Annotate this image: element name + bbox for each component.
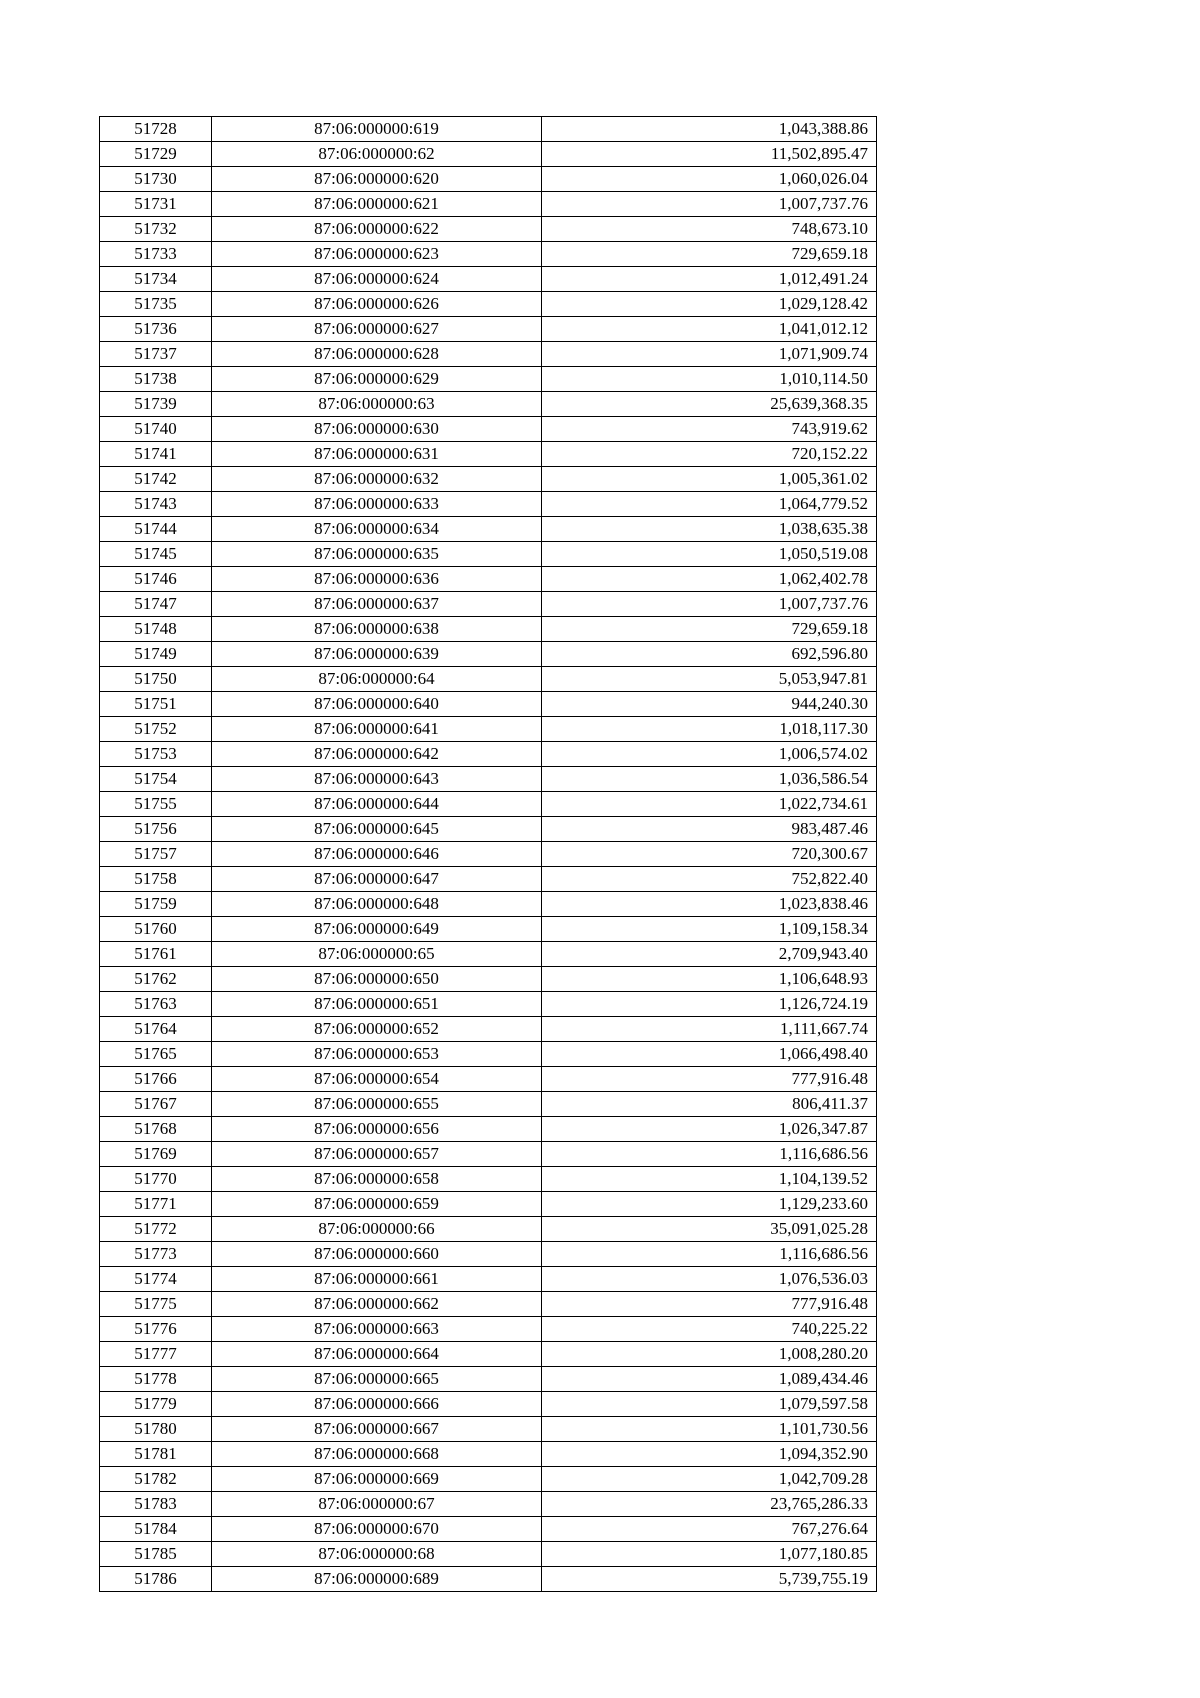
cadastral-number-cell: 87:06:000000:632	[212, 467, 542, 492]
table-row	[100, 1392, 877, 1417]
cadastral-number-cell: 87:06:000000:662	[212, 1292, 542, 1317]
cadastral-number-cell: 87:06:000000:640	[212, 692, 542, 717]
table-row	[100, 592, 877, 617]
row-number-cell: 51757	[100, 842, 212, 867]
row-number-cell: 51756	[100, 817, 212, 842]
row-number-cell: 51773	[100, 1242, 212, 1267]
cadastral-number-cell: 87:06:000000:627	[212, 317, 542, 342]
cadastral-number-cell: 87:06:000000:635	[212, 542, 542, 567]
row-number-cell: 51735	[100, 292, 212, 317]
value-cell: 720,152.22	[542, 442, 877, 467]
table-row	[100, 1492, 877, 1517]
row-number-cell: 51775	[100, 1292, 212, 1317]
table-row	[100, 292, 877, 317]
table-row	[100, 1242, 877, 1267]
row-number-cell: 51759	[100, 892, 212, 917]
row-number-cell: 51766	[100, 1067, 212, 1092]
row-number-cell: 51786	[100, 1567, 212, 1592]
value-cell: 983,487.46	[542, 817, 877, 842]
row-number-cell: 51737	[100, 342, 212, 367]
cadastral-number-cell: 87:06:000000:651	[212, 992, 542, 1017]
value-cell: 1,129,233.60	[542, 1192, 877, 1217]
table-row	[100, 867, 877, 892]
table-row	[100, 417, 877, 442]
row-number-cell: 51731	[100, 192, 212, 217]
cadastral-number-cell: 87:06:000000:622	[212, 217, 542, 242]
row-number-cell: 51730	[100, 167, 212, 192]
row-number-cell: 51732	[100, 217, 212, 242]
table-row	[100, 1017, 877, 1042]
row-number-cell: 51729	[100, 142, 212, 167]
row-number-cell: 51779	[100, 1392, 212, 1417]
data-table	[99, 116, 877, 1592]
table-row	[100, 1467, 877, 1492]
cadastral-number-cell: 87:06:000000:667	[212, 1417, 542, 1442]
table-row	[100, 767, 877, 792]
value-cell: 23,765,286.33	[542, 1492, 877, 1517]
table-row	[100, 967, 877, 992]
row-number-cell: 51763	[100, 992, 212, 1017]
cadastral-number-cell: 87:06:000000:658	[212, 1167, 542, 1192]
cadastral-number-cell: 87:06:000000:624	[212, 267, 542, 292]
table-row	[100, 1367, 877, 1392]
cadastral-number-cell: 87:06:000000:63	[212, 392, 542, 417]
table-row	[100, 192, 877, 217]
row-number-cell: 51736	[100, 317, 212, 342]
table-row	[100, 217, 877, 242]
table-row	[100, 1342, 877, 1367]
value-cell: 1,050,519.08	[542, 542, 877, 567]
table-row	[100, 367, 877, 392]
row-number-cell: 51744	[100, 517, 212, 542]
cadastral-number-cell: 87:06:000000:666	[212, 1392, 542, 1417]
table-row	[100, 1417, 877, 1442]
table-row	[100, 717, 877, 742]
row-number-cell: 51771	[100, 1192, 212, 1217]
table-row	[100, 167, 877, 192]
cadastral-number-cell: 87:06:000000:668	[212, 1442, 542, 1467]
value-cell: 806,411.37	[542, 1092, 877, 1117]
cadastral-number-cell: 87:06:000000:638	[212, 617, 542, 642]
row-number-cell: 51734	[100, 267, 212, 292]
value-cell: 944,240.30	[542, 692, 877, 717]
cadastral-number-cell: 87:06:000000:626	[212, 292, 542, 317]
cadastral-number-cell: 87:06:000000:653	[212, 1042, 542, 1067]
value-cell: 1,029,128.42	[542, 292, 877, 317]
table-row	[100, 1167, 877, 1192]
value-cell: 1,022,734.61	[542, 792, 877, 817]
table-row	[100, 692, 877, 717]
cadastral-number-cell: 87:06:000000:620	[212, 167, 542, 192]
value-cell: 748,673.10	[542, 217, 877, 242]
value-cell: 1,066,498.40	[542, 1042, 877, 1067]
table-body	[100, 117, 877, 1592]
cadastral-number-cell: 87:06:000000:621	[212, 192, 542, 217]
table-row	[100, 1142, 877, 1167]
table-row	[100, 467, 877, 492]
value-cell: 1,060,026.04	[542, 167, 877, 192]
value-cell: 777,916.48	[542, 1292, 877, 1317]
cadastral-number-cell: 87:06:000000:663	[212, 1317, 542, 1342]
value-cell: 752,822.40	[542, 867, 877, 892]
cadastral-number-cell: 87:06:000000:639	[212, 642, 542, 667]
value-cell: 2,709,943.40	[542, 942, 877, 967]
value-cell: 1,062,402.78	[542, 567, 877, 592]
row-number-cell: 51784	[100, 1517, 212, 1542]
cadastral-number-cell: 87:06:000000:648	[212, 892, 542, 917]
table-row	[100, 342, 877, 367]
value-cell: 1,116,686.56	[542, 1142, 877, 1167]
cadastral-number-cell: 87:06:000000:645	[212, 817, 542, 842]
cadastral-number-cell: 87:06:000000:628	[212, 342, 542, 367]
value-cell: 1,018,117.30	[542, 717, 877, 742]
value-cell: 1,026,347.87	[542, 1117, 877, 1142]
value-cell: 1,042,709.28	[542, 1467, 877, 1492]
row-number-cell: 51733	[100, 242, 212, 267]
row-number-cell: 51767	[100, 1092, 212, 1117]
table-row	[100, 542, 877, 567]
value-cell: 1,005,361.02	[542, 467, 877, 492]
value-cell: 1,116,686.56	[542, 1242, 877, 1267]
value-cell: 1,043,388.86	[542, 117, 877, 142]
value-cell: 777,916.48	[542, 1067, 877, 1092]
row-number-cell: 51758	[100, 867, 212, 892]
value-cell: 25,639,368.35	[542, 392, 877, 417]
cadastral-number-cell: 87:06:000000:641	[212, 717, 542, 742]
value-cell: 720,300.67	[542, 842, 877, 867]
row-number-cell: 51752	[100, 717, 212, 742]
row-number-cell: 51743	[100, 492, 212, 517]
cadastral-number-cell: 87:06:000000:659	[212, 1192, 542, 1217]
value-cell: 1,012,491.24	[542, 267, 877, 292]
value-cell: 1,111,667.74	[542, 1017, 877, 1042]
table-row	[100, 1117, 877, 1142]
table-row	[100, 242, 877, 267]
table-row	[100, 1517, 877, 1542]
row-number-cell: 51754	[100, 767, 212, 792]
row-number-cell: 51778	[100, 1367, 212, 1392]
table-row	[100, 1217, 877, 1242]
cadastral-number-cell: 87:06:000000:619	[212, 117, 542, 142]
row-number-cell: 51764	[100, 1017, 212, 1042]
value-cell: 1,076,536.03	[542, 1267, 877, 1292]
row-number-cell: 51770	[100, 1167, 212, 1192]
cadastral-number-cell: 87:06:000000:650	[212, 967, 542, 992]
row-number-cell: 51760	[100, 917, 212, 942]
table-row	[100, 1567, 877, 1592]
value-cell: 5,739,755.19	[542, 1567, 877, 1592]
cadastral-number-cell: 87:06:000000:646	[212, 842, 542, 867]
cadastral-number-cell: 87:06:000000:670	[212, 1517, 542, 1542]
value-cell: 1,077,180.85	[542, 1542, 877, 1567]
value-cell: 1,094,352.90	[542, 1442, 877, 1467]
row-number-cell: 51785	[100, 1542, 212, 1567]
row-number-cell: 51781	[100, 1442, 212, 1467]
row-number-cell: 51761	[100, 942, 212, 967]
value-cell: 1,007,737.76	[542, 192, 877, 217]
table-row	[100, 1192, 877, 1217]
value-cell: 740,225.22	[542, 1317, 877, 1342]
row-number-cell: 51777	[100, 1342, 212, 1367]
cadastral-number-cell: 87:06:000000:655	[212, 1092, 542, 1117]
table-row	[100, 1042, 877, 1067]
table-row	[100, 267, 877, 292]
value-cell: 1,023,838.46	[542, 892, 877, 917]
table-row	[100, 642, 877, 667]
value-cell: 1,104,139.52	[542, 1167, 877, 1192]
cadastral-number-cell: 87:06:000000:66	[212, 1217, 542, 1242]
row-number-cell: 51742	[100, 467, 212, 492]
table-row	[100, 492, 877, 517]
row-number-cell: 51738	[100, 367, 212, 392]
value-cell: 1,038,635.38	[542, 517, 877, 542]
table-row	[100, 1542, 877, 1567]
row-number-cell: 51753	[100, 742, 212, 767]
cadastral-number-cell: 87:06:000000:652	[212, 1017, 542, 1042]
value-cell: 11,502,895.47	[542, 142, 877, 167]
cadastral-number-cell: 87:06:000000:634	[212, 517, 542, 542]
cadastral-number-cell: 87:06:000000:642	[212, 742, 542, 767]
cadastral-number-cell: 87:06:000000:65	[212, 942, 542, 967]
cadastral-number-cell: 87:06:000000:629	[212, 367, 542, 392]
table-row	[100, 942, 877, 967]
value-cell: 1,064,779.52	[542, 492, 877, 517]
value-cell: 5,053,947.81	[542, 667, 877, 692]
value-cell: 1,109,158.34	[542, 917, 877, 942]
row-number-cell: 51750	[100, 667, 212, 692]
cadastral-number-cell: 87:06:000000:660	[212, 1242, 542, 1267]
table-row	[100, 1092, 877, 1117]
table-row	[100, 842, 877, 867]
value-cell: 1,041,012.12	[542, 317, 877, 342]
row-number-cell: 51745	[100, 542, 212, 567]
value-cell: 1,010,114.50	[542, 367, 877, 392]
table-row	[100, 817, 877, 842]
value-cell: 1,079,597.58	[542, 1392, 877, 1417]
row-number-cell: 51783	[100, 1492, 212, 1517]
row-number-cell: 51776	[100, 1317, 212, 1342]
value-cell: 1,008,280.20	[542, 1342, 877, 1367]
table-row	[100, 667, 877, 692]
table-row	[100, 617, 877, 642]
cadastral-number-cell: 87:06:000000:637	[212, 592, 542, 617]
cadastral-number-cell: 87:06:000000:656	[212, 1117, 542, 1142]
value-cell: 729,659.18	[542, 617, 877, 642]
cadastral-number-cell: 87:06:000000:631	[212, 442, 542, 467]
table-row	[100, 1317, 877, 1342]
table-row	[100, 742, 877, 767]
row-number-cell: 51780	[100, 1417, 212, 1442]
row-number-cell: 51740	[100, 417, 212, 442]
value-cell: 1,126,724.19	[542, 992, 877, 1017]
cadastral-number-cell: 87:06:000000:623	[212, 242, 542, 267]
row-number-cell: 51746	[100, 567, 212, 592]
cadastral-number-cell: 87:06:000000:665	[212, 1367, 542, 1392]
cadastral-number-cell: 87:06:000000:630	[212, 417, 542, 442]
cadastral-number-cell: 87:06:000000:68	[212, 1542, 542, 1567]
cadastral-number-cell: 87:06:000000:647	[212, 867, 542, 892]
table-row	[100, 142, 877, 167]
table-row	[100, 1067, 877, 1092]
cadastral-number-cell: 87:06:000000:644	[212, 792, 542, 817]
value-cell: 729,659.18	[542, 242, 877, 267]
row-number-cell: 51765	[100, 1042, 212, 1067]
value-cell: 35,091,025.28	[542, 1217, 877, 1242]
cadastral-number-cell: 87:06:000000:633	[212, 492, 542, 517]
cadastral-number-cell: 87:06:000000:661	[212, 1267, 542, 1292]
row-number-cell: 51782	[100, 1467, 212, 1492]
value-cell: 1,071,909.74	[542, 342, 877, 367]
cadastral-number-cell: 87:06:000000:669	[212, 1467, 542, 1492]
row-number-cell: 51774	[100, 1267, 212, 1292]
cadastral-number-cell: 87:06:000000:64	[212, 667, 542, 692]
cadastral-number-cell: 87:06:000000:643	[212, 767, 542, 792]
row-number-cell: 51772	[100, 1217, 212, 1242]
value-cell: 1,106,648.93	[542, 967, 877, 992]
table-row	[100, 992, 877, 1017]
table-row	[100, 317, 877, 342]
table-row	[100, 117, 877, 142]
table-row	[100, 792, 877, 817]
row-number-cell: 51747	[100, 592, 212, 617]
table-row	[100, 1292, 877, 1317]
row-number-cell: 51749	[100, 642, 212, 667]
row-number-cell: 51755	[100, 792, 212, 817]
table-row	[100, 442, 877, 467]
value-cell: 1,089,434.46	[542, 1367, 877, 1392]
table-row	[100, 892, 877, 917]
table-row	[100, 567, 877, 592]
table-row	[100, 1442, 877, 1467]
value-cell: 692,596.80	[542, 642, 877, 667]
table-row	[100, 517, 877, 542]
row-number-cell: 51739	[100, 392, 212, 417]
row-number-cell: 51728	[100, 117, 212, 142]
value-cell: 767,276.64	[542, 1517, 877, 1542]
cadastral-number-cell: 87:06:000000:67	[212, 1492, 542, 1517]
cadastral-number-cell: 87:06:000000:657	[212, 1142, 542, 1167]
cadastral-number-cell: 87:06:000000:689	[212, 1567, 542, 1592]
cadastral-number-cell: 87:06:000000:62	[212, 142, 542, 167]
table-row	[100, 1267, 877, 1292]
row-number-cell: 51748	[100, 617, 212, 642]
row-number-cell: 51762	[100, 967, 212, 992]
table-row	[100, 392, 877, 417]
value-cell: 1,006,574.02	[542, 742, 877, 767]
value-cell: 1,036,586.54	[542, 767, 877, 792]
row-number-cell: 51751	[100, 692, 212, 717]
value-cell: 743,919.62	[542, 417, 877, 442]
cadastral-number-cell: 87:06:000000:649	[212, 917, 542, 942]
value-cell: 1,101,730.56	[542, 1417, 877, 1442]
cadastral-number-cell: 87:06:000000:664	[212, 1342, 542, 1367]
row-number-cell: 51741	[100, 442, 212, 467]
value-cell: 1,007,737.76	[542, 592, 877, 617]
table-row	[100, 917, 877, 942]
row-number-cell: 51768	[100, 1117, 212, 1142]
cadastral-number-cell: 87:06:000000:654	[212, 1067, 542, 1092]
row-number-cell: 51769	[100, 1142, 212, 1167]
cadastral-number-cell: 87:06:000000:636	[212, 567, 542, 592]
